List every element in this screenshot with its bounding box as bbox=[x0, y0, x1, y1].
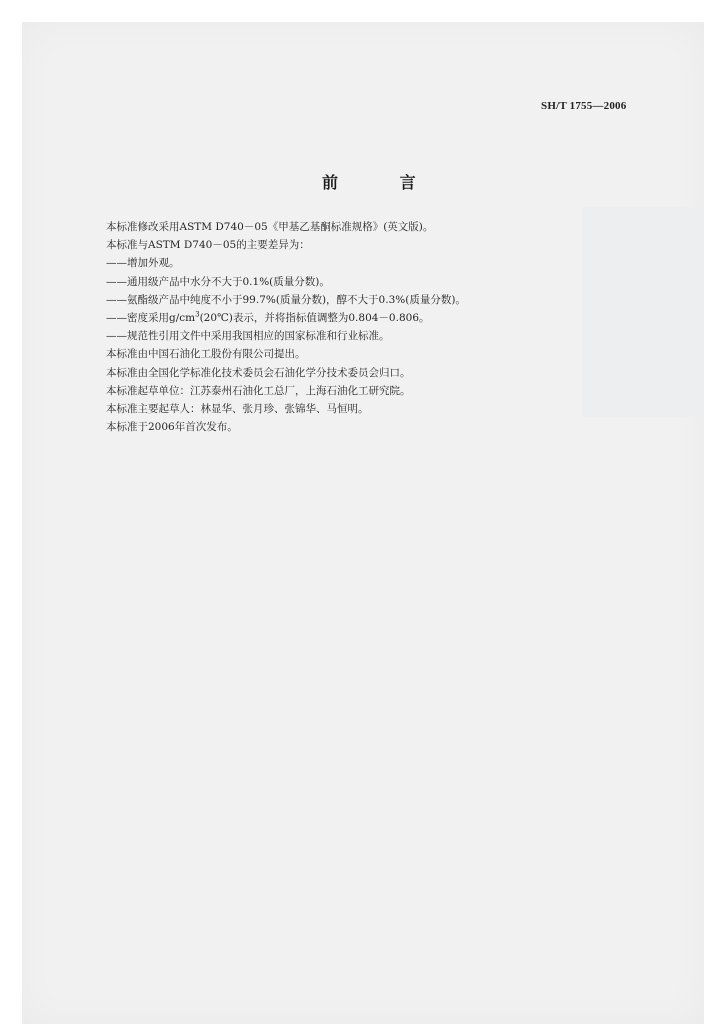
density-prefix: ——密度采用g/cm bbox=[106, 312, 196, 325]
preface-body bbox=[106, 218, 686, 436]
preface-line: 本标准由中国石油化工股份有限公司提出。 bbox=[106, 348, 306, 361]
document-page bbox=[22, 22, 704, 1024]
density-superscript: 3 bbox=[195, 310, 200, 319]
page-title: 前 言 bbox=[322, 173, 444, 192]
preface-line: 本标准由全国化学标准化技术委员会石油化学分技术委员会归口。 bbox=[106, 366, 411, 379]
preface-line: 本标准主要起草人：林显华、张月珍、张锦华、马恒明。 bbox=[106, 403, 369, 416]
preface-line: ——通用级产品中水分不大于0.1%(质量分数)。 bbox=[106, 275, 330, 288]
preface-line: ——氨酯级产品中纯度不小于99.7%(质量分数)，醇不大于0.3%(质量分数)。 bbox=[106, 293, 466, 306]
preface-line-density bbox=[106, 309, 686, 327]
density-suffix: (20℃)表示，并将指标值调整为0.804－0.806。 bbox=[199, 312, 430, 325]
preface-line: ——增加外观。 bbox=[106, 257, 180, 270]
preface-line: 本标准于2006年首次发布。 bbox=[106, 421, 238, 434]
preface-line: 本标准起草单位：江苏泰州石油化工总厂，上海石油化工研究院。 bbox=[106, 384, 411, 397]
preface-line: 本标准修改采用ASTM D740－05《甲基乙基酮标准规格》(英文版)。 bbox=[106, 221, 434, 233]
preface-line: ——规范性引用文件中采用我国相应的国家标准和行业标准。 bbox=[106, 330, 390, 343]
standard-code: SH/T 1755—2006 bbox=[541, 100, 627, 112]
preface-line: 本标准与ASTM D740－05的主要差异为： bbox=[106, 239, 310, 252]
